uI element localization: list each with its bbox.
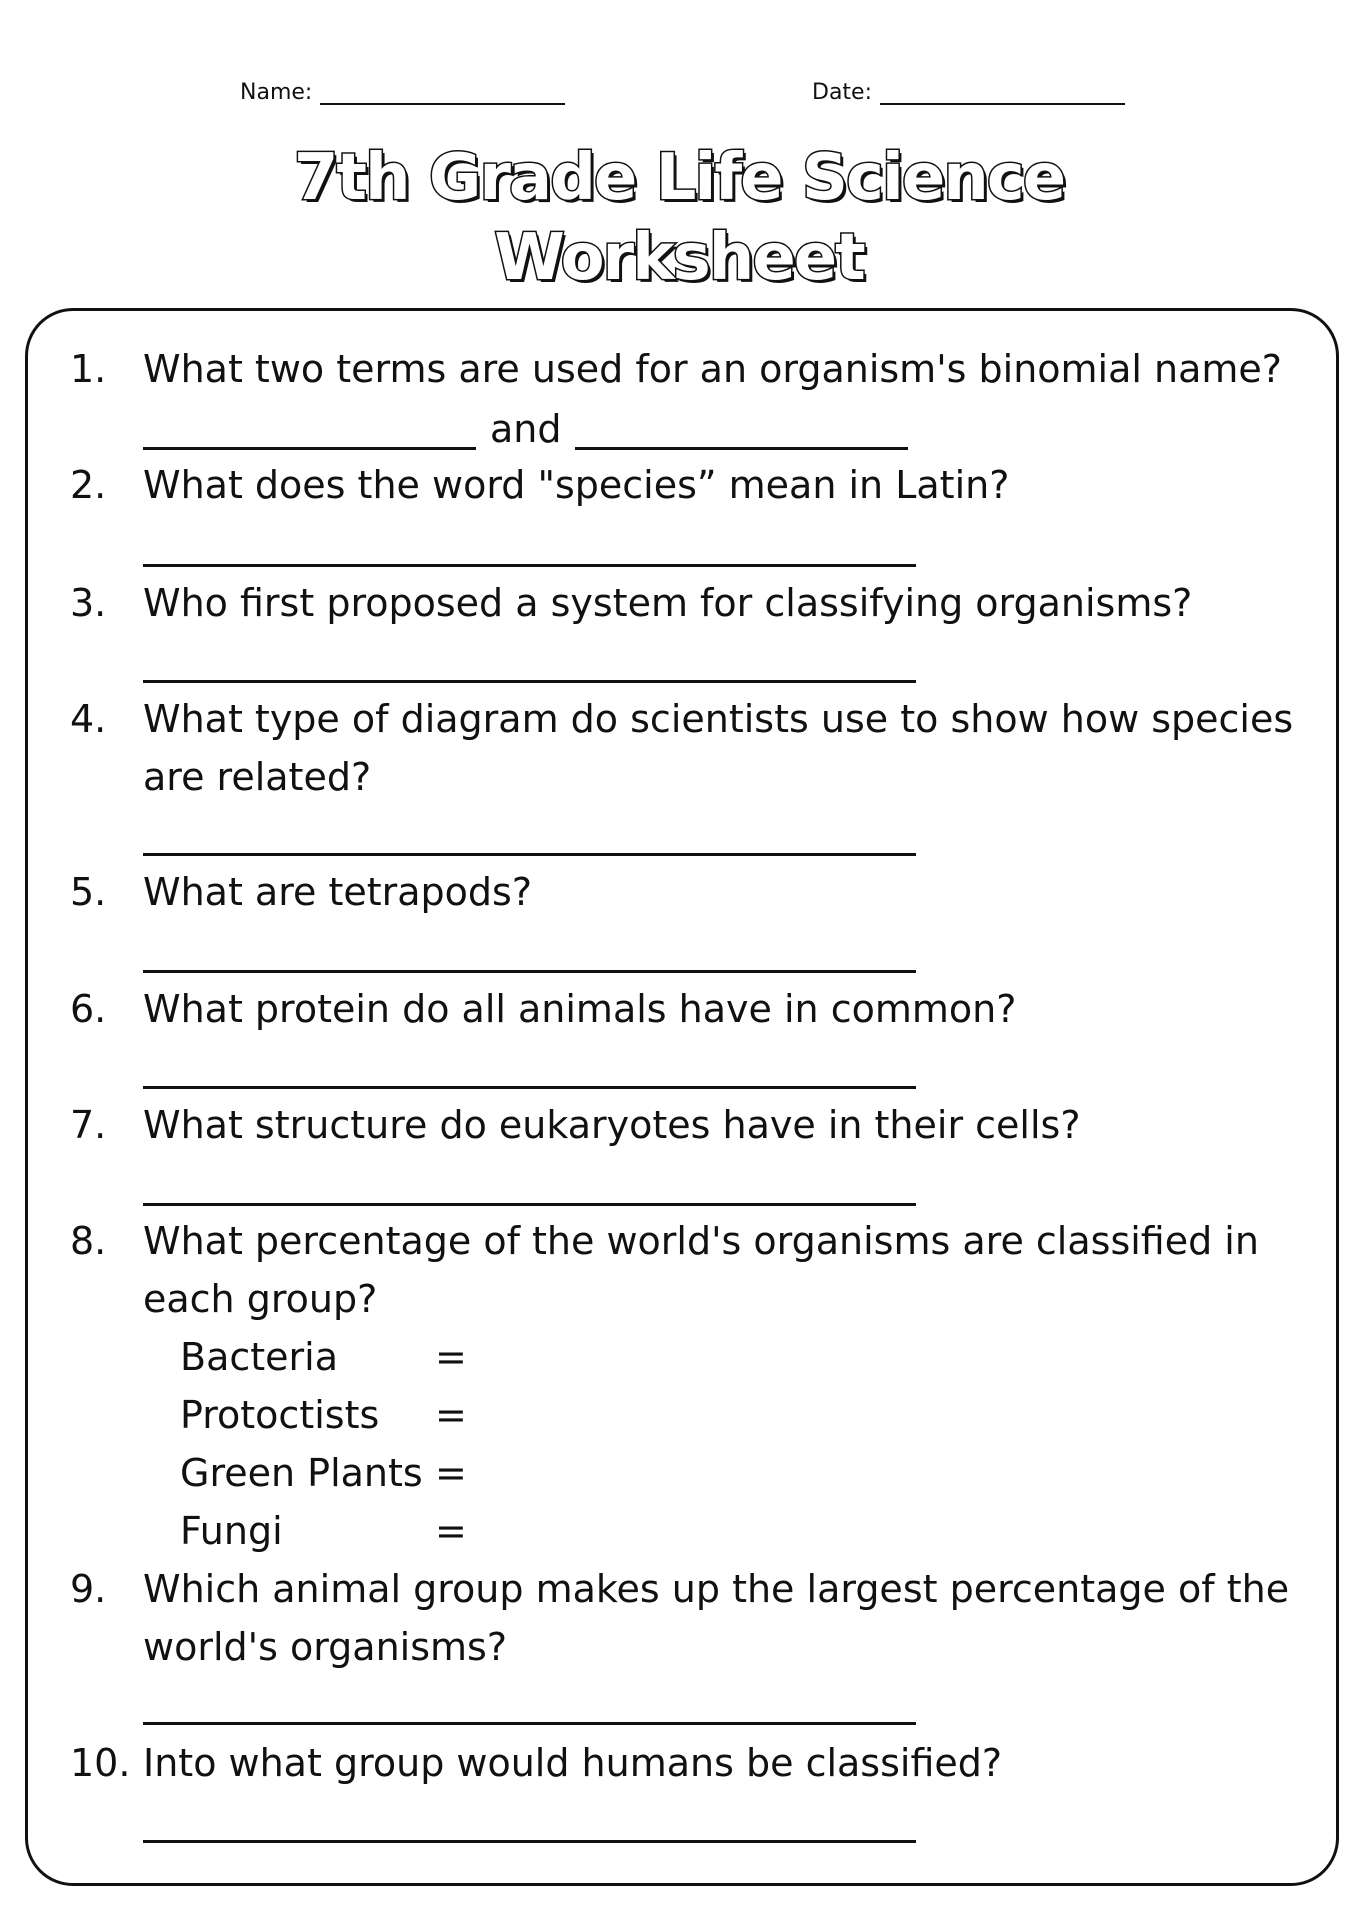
- answer-line-10[interactable]: [143, 1840, 916, 1843]
- answer-line-9[interactable]: [143, 1722, 916, 1725]
- group-equals: =: [435, 1335, 467, 1379]
- question-text: What structure do eukaryotes have in their cells?: [143, 1103, 1081, 1147]
- worksheet-title: [0, 138, 1358, 298]
- question-number: 6.: [70, 987, 107, 1031]
- group-equals: =: [435, 1509, 467, 1553]
- answer-line-7[interactable]: [143, 1203, 916, 1206]
- name-label: Name:: [240, 80, 313, 105]
- name-field[interactable]: [240, 80, 565, 105]
- question-number: 8.: [70, 1219, 107, 1263]
- question-number: 10.: [70, 1741, 131, 1785]
- question-text: What protein do all animals have in common?: [143, 987, 1017, 1031]
- answer-line-6[interactable]: [143, 1086, 916, 1089]
- answer-blank-1a[interactable]: [143, 447, 476, 450]
- question-number: 2.: [70, 463, 107, 507]
- group-label-fungi: Fungi: [180, 1509, 283, 1553]
- question-number: 9.: [70, 1567, 107, 1611]
- answer-line-3[interactable]: [143, 680, 916, 683]
- question-text: What does the word "species” mean in Latin?: [143, 463, 1010, 507]
- title-line-1: 7th Grade Life Science: [293, 141, 1065, 215]
- group-label-green-plants: Green Plants: [180, 1451, 423, 1495]
- answer-line-5[interactable]: [143, 970, 916, 973]
- question-text: Who first proposed a system for classifying organisms?: [143, 581, 1193, 625]
- name-blank[interactable]: [320, 81, 565, 105]
- answer-line-2[interactable]: [143, 564, 916, 567]
- date-label: Date:: [812, 80, 872, 105]
- question-text: What two terms are used for an organism's binomial name?: [143, 347, 1282, 391]
- answer-line-4[interactable]: [143, 853, 916, 856]
- question-number: 4.: [70, 697, 107, 741]
- group-label-protoctists: Protoctists: [180, 1393, 380, 1437]
- question-number: 7.: [70, 1103, 107, 1147]
- question-text: Into what group would humans be classified?: [143, 1741, 1003, 1785]
- date-field[interactable]: [812, 80, 1125, 105]
- answer-blank-1b[interactable]: [575, 447, 908, 450]
- question-text: Which animal group makes up the largest percentage of the world's organisms?: [143, 1567, 1290, 1669]
- date-blank[interactable]: [880, 81, 1125, 105]
- question-number: 1.: [70, 347, 107, 391]
- question-number: 5.: [70, 870, 107, 914]
- question-text: What percentage of the world's organisms are classified in each group?: [143, 1219, 1259, 1321]
- title-line-2: Worksheet: [494, 221, 864, 295]
- question-text: What type of diagram do scientists use to show how species are related?: [143, 697, 1294, 799]
- group-label-bacteria: Bacteria: [180, 1335, 338, 1379]
- group-equals: =: [435, 1393, 467, 1437]
- question-text: What are tetrapods?: [143, 870, 532, 914]
- question-number: 3.: [70, 581, 107, 625]
- and-connector: and: [490, 407, 562, 451]
- group-equals: =: [435, 1451, 467, 1495]
